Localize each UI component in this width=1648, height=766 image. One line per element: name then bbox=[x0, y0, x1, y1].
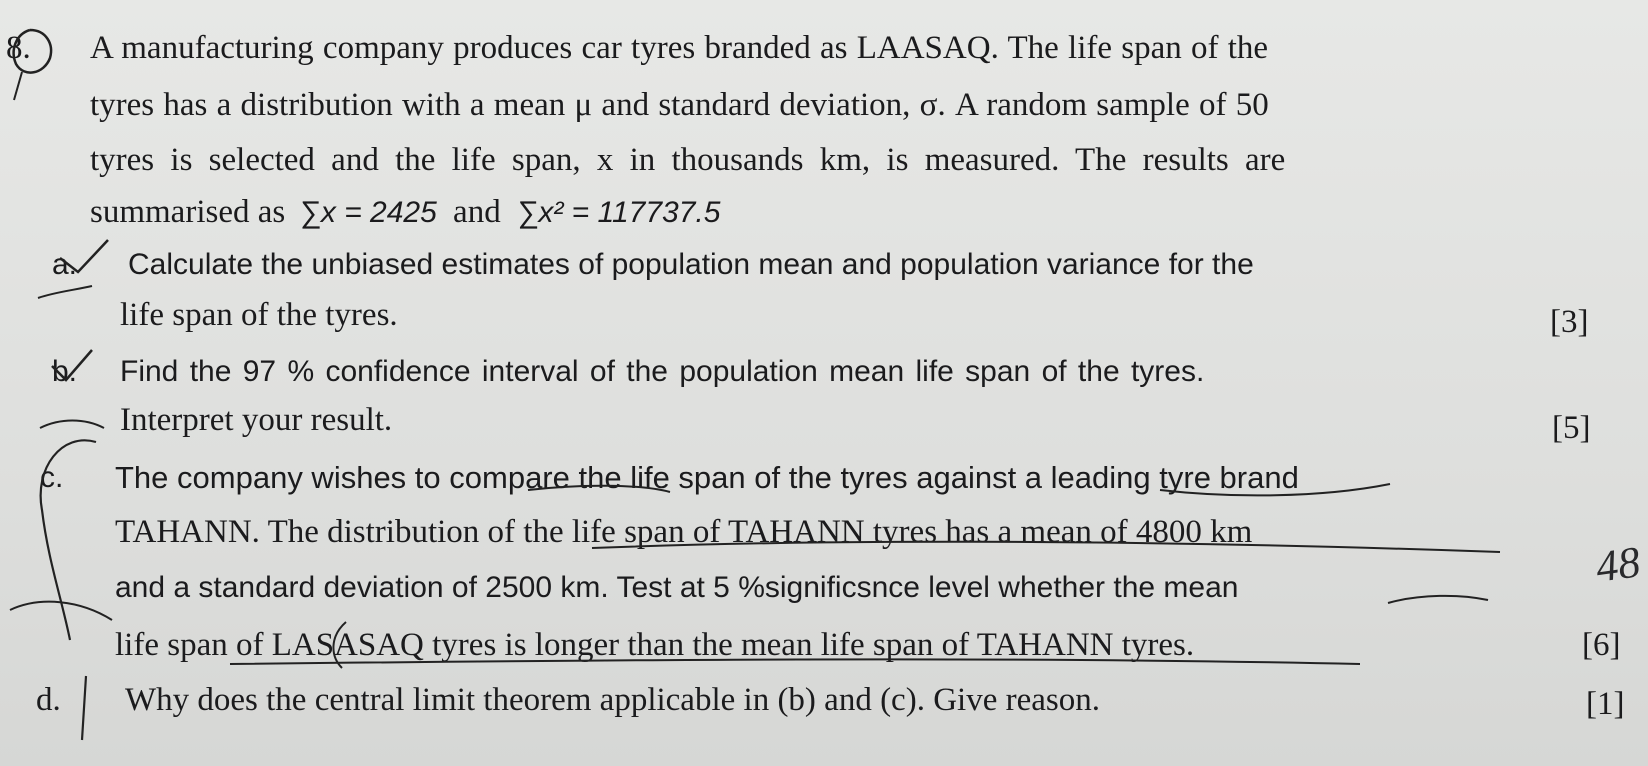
part-d-label: d. bbox=[36, 682, 61, 718]
part-c-line-2: TAHANN. The distribution of the life span of TAHANN tyres has a mean of 4800 km bbox=[115, 514, 1253, 550]
part-c-marks: [6] bbox=[1582, 627, 1621, 663]
part-a-marks: [3] bbox=[1550, 304, 1589, 340]
part-b-tick bbox=[52, 350, 92, 380]
part-b-line-1: Find the 97 % confidence interval of the population mean life span of the tyres. bbox=[120, 355, 1205, 388]
part-d-line-1: Why does the central limit theorem applicable in (b) and (c). Give reason. bbox=[125, 682, 1100, 718]
underline-leading-brand bbox=[1160, 484, 1390, 495]
underline-mean-4800 bbox=[592, 542, 1500, 552]
part-c-label: c. bbox=[40, 461, 64, 494]
underline-life-span bbox=[230, 659, 1360, 664]
underline-compare bbox=[528, 486, 670, 492]
sum-x-formula: ∑x = 2425 bbox=[299, 196, 437, 229]
part-a-line-1: Calculate the unbiased estimates of population mean and population variance for the bbox=[128, 248, 1254, 281]
part-a-label: a. bbox=[52, 248, 78, 281]
part-d-bar bbox=[82, 676, 86, 740]
and-text: and bbox=[453, 194, 501, 230]
question-number: 8. bbox=[6, 30, 31, 66]
part-b-label: b. bbox=[52, 355, 78, 388]
bracket-lasasaq bbox=[333, 622, 346, 668]
part-a-stroke bbox=[38, 286, 92, 298]
part-a-line-2: life span of the tyres. bbox=[120, 297, 398, 333]
part-c-line-1: The company wishes to compare the life span of the tyres against a leading tyre brand bbox=[115, 460, 1299, 495]
intro-line-3: tyres is selected and the life span, x in thousands km, is measured. The results are bbox=[90, 142, 1286, 178]
question-number-circle bbox=[14, 30, 51, 73]
part-c-line-3: and a standard deviation of 2500 km. Test at 5 %significsnce level whether the mean bbox=[115, 571, 1239, 604]
part-b-marks: [5] bbox=[1552, 410, 1591, 446]
part-c-bracket bbox=[41, 440, 96, 640]
sum-x2-formula: ∑x² = 117737.5 bbox=[516, 196, 721, 229]
intro-line-1: A manufacturing company produces car tyres branded as LAASAQ. The life span of the bbox=[90, 30, 1269, 66]
intro-line-2: tyres has a distribution with a mean μ and standard deviation, σ. A random sample of 50 bbox=[90, 87, 1269, 123]
part-a-tick bbox=[60, 240, 108, 272]
part-b-line-2: Interpret your result. bbox=[120, 402, 393, 438]
margin-note: 48 bbox=[1592, 537, 1644, 592]
underline-mean bbox=[1388, 596, 1488, 603]
part-c-line-4: life span of LASASAQ tyres is longer than the mean life span of TAHANN tyres. bbox=[115, 627, 1195, 663]
question-tick bbox=[14, 72, 22, 100]
summary-text: summarised as bbox=[90, 194, 286, 230]
part-d-marks: [1] bbox=[1586, 686, 1625, 722]
part-b-arc bbox=[40, 421, 104, 429]
